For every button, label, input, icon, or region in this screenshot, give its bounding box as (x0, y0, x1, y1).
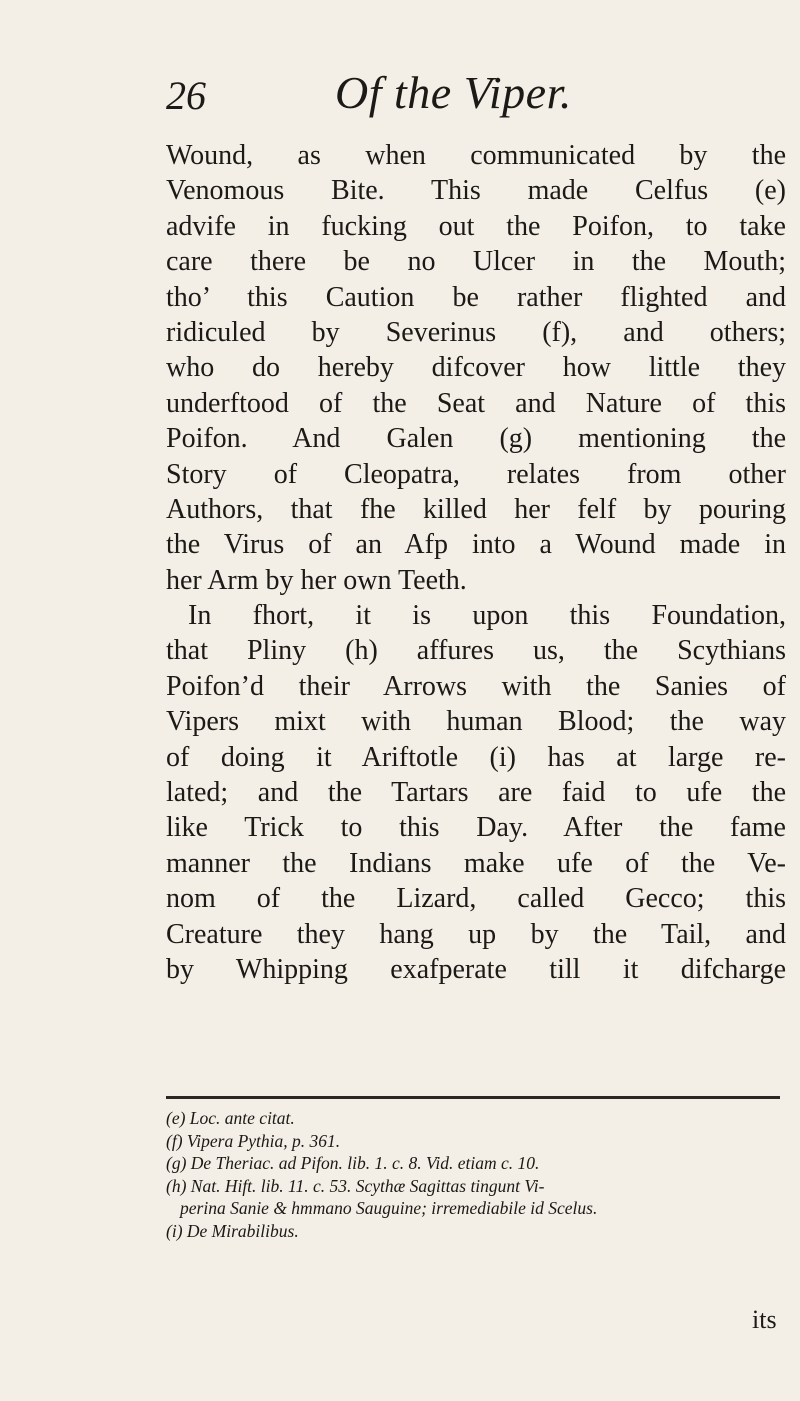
text-line: Story of Cleopatra, relates from other (166, 458, 786, 490)
running-title: Of the Viper. (335, 67, 572, 118)
text-line: In fhort, it is upon this Foundation, (188, 600, 786, 632)
footnote: (g) De Theriac. ad Pifon. lib. 1. c. 8. Vid. etiam c. 10. (166, 1153, 540, 1173)
text-line: Venomous Bite. This made Celfus (e) (166, 175, 786, 207)
text-line: Poifon’d their Arrows with the Sanies of (166, 670, 786, 702)
footnote: (f) Vipera Pythia, p. 361. (166, 1130, 341, 1151)
text-line: Creature they hang up by the Tail, and (166, 918, 786, 950)
footnote: (e) Loc. ante citat. (166, 1108, 295, 1128)
text-line: by Whipping exafperate till it difcharge (166, 953, 786, 985)
body-text (166, 138, 786, 987)
catchword: its (752, 1305, 777, 1334)
text-line: of doing it Ariftotle (i) has at large re- (166, 741, 786, 773)
footnote: (h) Nat. Hift. lib. 11. c. 53. Scythæ Sagittas tingunt Vi- (166, 1175, 545, 1196)
text-line: Wound, as when communicated by the (166, 140, 786, 171)
text-line: the Virus of an Afp into a Wound made in (166, 529, 786, 561)
text-line: that Pliny (h) affures us, the Scythians (166, 635, 786, 667)
footnote-rule (166, 1096, 780, 1099)
page-header (0, 66, 800, 126)
text-line: Authors, that fhe killed her felf by pouring (166, 493, 786, 525)
text-line: nom of the Lizard, called Gecco; this (166, 883, 786, 915)
text-line: tho’ this Caution be rather flighted and (166, 281, 786, 313)
footnotes (166, 1107, 786, 1242)
text-line: her Arm by her own Teeth. (166, 564, 467, 596)
footnote: (i) De Mirabilibus. (166, 1220, 299, 1241)
text-line: who do hereby difcover how little they (166, 352, 786, 384)
footnote-continuation: perina Sanie & hmmano Sauguine; irremediabile id Scelus. (180, 1198, 598, 1218)
text-line: ridiculed by Severinus (f), and others; (166, 316, 786, 348)
text-line: manner the Indians make ufe of the Ve- (166, 847, 786, 879)
text-line: like Trick to this Day. After the fame (166, 812, 786, 844)
text-line: Poifon. And Galen (g) mentioning the (166, 423, 786, 455)
text-line: Vipers mixt with human Blood; the way (166, 706, 786, 738)
text-line: advife in fucking out the Poifon, to take (166, 210, 786, 242)
page-number: 26 (166, 73, 206, 118)
text-line: care there be no Ulcer in the Mouth; (166, 246, 786, 278)
text-line: underftood of the Seat and Nature of this (166, 387, 786, 419)
text-line: lated; and the Tartars are faid to ufe the (166, 777, 786, 809)
